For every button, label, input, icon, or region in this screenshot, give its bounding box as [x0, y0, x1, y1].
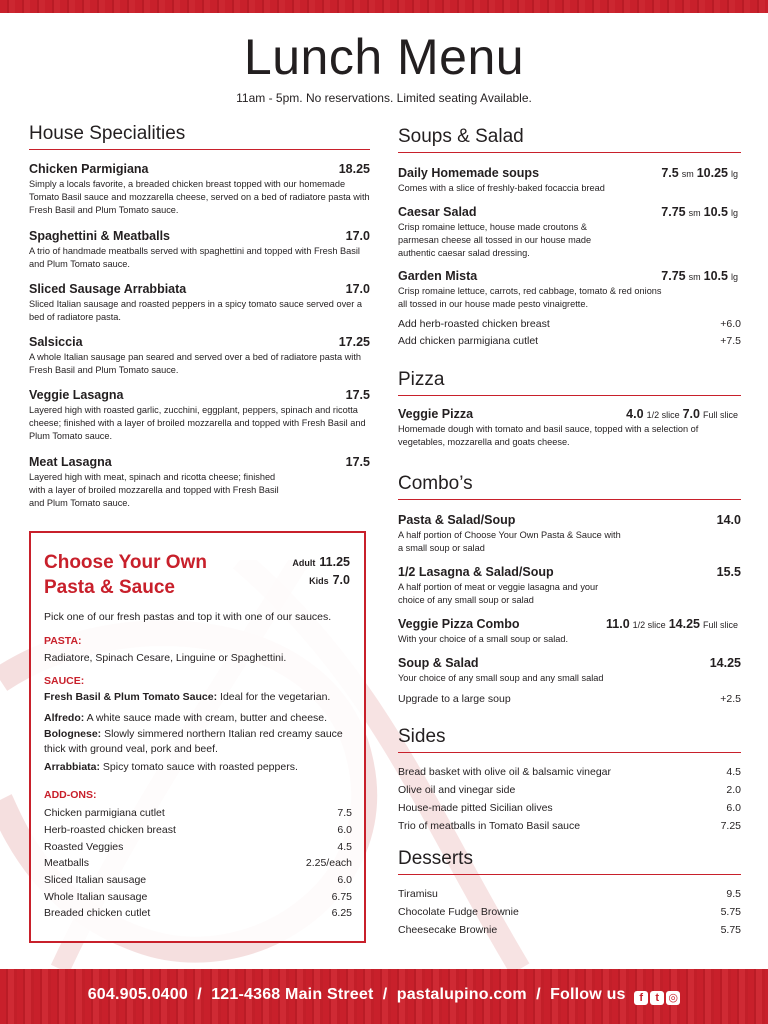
price-small: 7.75: [661, 269, 686, 283]
menu-item: [398, 205, 741, 260]
dessert-price: 9.5: [726, 888, 741, 900]
addon-row: [44, 841, 352, 853]
size-label: 1/2 slice: [646, 410, 680, 420]
item-price: [606, 617, 741, 631]
item-price: 17.25: [338, 335, 370, 349]
sauce-name: Arrabbiata:: [44, 761, 101, 773]
footer: [0, 986, 768, 1006]
item-price: 15.5: [716, 565, 741, 579]
price-small: 7.75: [661, 205, 686, 219]
dessert-row: [398, 888, 741, 900]
menu-item: [398, 269, 741, 311]
price-full: 14.25: [668, 617, 700, 631]
menu-item: [398, 656, 741, 685]
addon-price: 6.75: [331, 891, 352, 903]
item-name: Pasta & Salad/Soup: [398, 513, 516, 527]
item-name: Caesar Salad: [398, 205, 477, 219]
addon-price: 6.0: [337, 824, 352, 836]
side-label: Trio of meatballs in Tomato Basil sauce: [398, 820, 581, 832]
sauce-name: Alfredo:: [44, 712, 85, 724]
combos-heading: Combo’s: [398, 473, 741, 500]
item-name: Veggie Lasagna: [29, 388, 124, 402]
addon-price: 4.5: [337, 841, 352, 853]
sauce-item: [44, 690, 349, 705]
sauce-text: Ideal for the vegetarian.: [217, 691, 331, 703]
dessert-label: Chocolate Fudge Brownie: [398, 906, 519, 918]
extra-label: Add chicken parmigiana cutlet: [398, 335, 539, 347]
item-description: Layered high with meat, spinach and ricotta cheese; finished with a layer of broiled mozzarella and topped with Fresh Basil and Plum Tomato sauce.: [29, 472, 279, 508]
size-label: sm: [681, 169, 694, 179]
addon-row: [44, 824, 352, 836]
desserts-heading: Desserts: [398, 848, 741, 875]
choose-title-line2: Pasta & Sauce: [44, 577, 175, 598]
addon-row: [44, 807, 352, 819]
side-price: 6.0: [726, 802, 741, 814]
addon-price: 2.25/each: [305, 857, 352, 869]
menu-item: [398, 166, 741, 195]
footer-contact-text: 604.905.0400 / 121-4368 Main Street / pastalupino.com / Follow us: [87, 986, 626, 1003]
menu-item: [29, 282, 370, 324]
extra-price: +6.0: [720, 318, 741, 330]
size-label: Full slice: [702, 620, 738, 630]
item-price: 17.0: [345, 282, 370, 296]
item-description: Layered high with roasted garlic, zucchini, eggplant, peppers, spinach and ricotta cheese; finished with a layer of broiled mozzarella and topped with Fresh Basil and Plum Tomato sauce.: [29, 405, 366, 441]
adult-price: [292, 555, 350, 569]
item-description: Comes with a slice of freshly-baked focaccia bread: [398, 183, 605, 193]
item-name: Garden Mista: [398, 269, 478, 283]
item-name: Veggie Pizza Combo: [398, 617, 520, 631]
item-name: 1/2 Lasagna & Salad/Soup: [398, 565, 554, 579]
item-name: Meat Lasagna: [29, 455, 112, 469]
item-price: 14.0: [716, 513, 741, 527]
item-description: A half portion of meat or veggie lasagna and your choice of any small soup or salad: [398, 582, 599, 605]
side-label: Bread basket with olive oil & balsamic vinegar: [398, 766, 612, 778]
sauce-text: Slowly simmered northern Italian red creamy sauce thick with ground veal, pork and beef.: [44, 728, 343, 755]
addon-row: [44, 907, 352, 919]
extra-row: [398, 318, 741, 330]
sauce-text: Spicy tomato sauce with roasted peppers.: [100, 761, 298, 773]
side-label: Olive oil and vinegar side: [398, 784, 516, 796]
facebook-icon[interactable]: f: [634, 991, 648, 1005]
item-name: Sliced Sausage Arrabbiata: [29, 282, 187, 296]
item-description: Your choice of any small soup and any small salad: [398, 673, 604, 683]
dessert-row: [398, 924, 741, 936]
item-description: Sliced Italian sausage and roasted peppers in a spicy tomato sauce served over a bed of radiatore pasta.: [29, 299, 362, 322]
adult-price-value: 11.25: [319, 555, 350, 569]
pizza-heading: Pizza: [398, 369, 741, 396]
side-row: [398, 802, 741, 814]
side-label: House-made pitted Sicilian olives: [398, 802, 553, 814]
addon-label: Herb-roasted chicken breast: [44, 824, 176, 836]
item-description: A trio of handmade meatballs served with spaghettini and topped with Fresh Basil and Plum Tomato sauce.: [29, 246, 360, 269]
item-price: [661, 269, 741, 283]
sauce-name: Bolognese:: [44, 728, 102, 740]
side-price: 2.0: [726, 784, 741, 796]
price-full: 7.0: [682, 407, 700, 421]
addon-row: [44, 874, 352, 886]
sauce-name: Fresh Basil & Plum Tomato Sauce:: [44, 691, 218, 703]
sides-heading: Sides: [398, 726, 741, 753]
page-title: Lunch Menu: [243, 29, 525, 85]
item-name: Salsiccia: [29, 335, 83, 349]
pasta-label: PASTA:: [44, 635, 82, 647]
item-price: [661, 166, 741, 180]
soups-salad-heading: Soups & Salad: [398, 126, 741, 153]
kids-price-value: 7.0: [332, 573, 350, 587]
choose-intro: Pick one of our fresh pastas and top it with one of our sauces.: [44, 611, 332, 623]
menu-item: [398, 617, 741, 646]
size-label: lg: [730, 272, 738, 282]
menu-item: [29, 455, 370, 510]
item-name: Daily Homemade soups: [398, 166, 540, 180]
upgrade-row: [398, 693, 741, 705]
price-large: 10.25: [696, 166, 728, 180]
dessert-label: Tiramisu: [398, 888, 438, 900]
choose-title-line1: Choose Your Own: [44, 552, 207, 573]
instagram-icon[interactable]: ◎: [666, 991, 680, 1005]
side-price: 7.25: [720, 820, 741, 832]
choose-your-own-box: [29, 531, 366, 943]
item-description: Crisp romaine lettuce, house made croutons & parmesan cheese all tossed in our house made authentic caesar salad dressing.: [398, 222, 592, 258]
item-price: [661, 205, 741, 219]
sauce-item: [44, 727, 349, 757]
dessert-row: [398, 906, 741, 918]
kids-label: Kids: [309, 576, 329, 586]
addon-label: Sliced Italian sausage: [44, 874, 147, 886]
menu-item: [398, 565, 741, 607]
addon-row: [44, 857, 352, 869]
size-label: 1/2 slice: [632, 620, 666, 630]
price-half: 11.0: [606, 617, 630, 631]
item-name: Soup & Salad: [398, 656, 479, 670]
item-price: 17.5: [345, 388, 370, 402]
item-price: [626, 407, 741, 421]
extra-row: [398, 335, 741, 347]
price-large: 10.5: [703, 205, 728, 219]
pasta-options: Radiatore, Spinach Cesare, Linguine or Spaghettini.: [44, 652, 287, 664]
choose-box-title: [44, 550, 244, 600]
addon-label: Roasted Veggies: [44, 841, 124, 853]
side-row: [398, 766, 741, 778]
item-price: 17.0: [345, 229, 370, 243]
item-price: 17.5: [345, 455, 370, 469]
item-description: A half portion of Choose Your Own Pasta & Sauce with a small soup or salad: [398, 530, 621, 553]
menu-item: [398, 407, 741, 449]
extra-label: Add herb-roasted chicken breast: [398, 318, 550, 330]
addon-label: Breaded chicken cutlet: [44, 907, 151, 919]
page-subtitle: 11am - 5pm. No reservations. Limited seating Available.: [236, 91, 532, 105]
side-price: 4.5: [726, 766, 741, 778]
price-large: 10.5: [703, 269, 728, 283]
addon-label: Chicken parmigiana cutlet: [44, 807, 165, 819]
twitter-icon[interactable]: t: [650, 991, 664, 1005]
top-red-band: [0, 0, 768, 13]
size-label: sm: [688, 272, 701, 282]
side-row: [398, 820, 741, 832]
dessert-price: 5.75: [720, 924, 741, 936]
house-specialities-heading: House Specialities: [29, 123, 370, 150]
price-small: 7.5: [661, 166, 679, 180]
upgrade-price: +2.5: [720, 693, 741, 705]
item-price: 14.25: [709, 656, 741, 670]
adult-label: Adult: [292, 558, 316, 568]
addon-price: 6.0: [337, 874, 352, 886]
addon-row: [44, 891, 352, 903]
item-name: Spaghettini & Meatballs: [29, 229, 170, 243]
item-description: Homemade dough with tomato and basil sauce, topped with a selection of vegetables, mozzarella and goats cheese.: [398, 424, 699, 447]
size-label: lg: [730, 169, 738, 179]
social-icons: [632, 988, 680, 1006]
size-label: Full slice: [702, 410, 738, 420]
item-price: 18.25: [338, 162, 370, 176]
price-half: 4.0: [626, 407, 644, 421]
sauce-item: [44, 760, 349, 775]
upgrade-label: Upgrade to a large soup: [398, 693, 511, 705]
addon-label: Meatballs: [44, 857, 89, 869]
size-label: lg: [730, 208, 738, 218]
kids-price: [309, 573, 350, 587]
addon-price: 6.25: [331, 907, 352, 919]
item-description: With your choice of a small soup or salad.: [398, 634, 569, 644]
menu-item: [29, 229, 370, 271]
dessert-price: 5.75: [720, 906, 741, 918]
sauce-item: [44, 711, 349, 726]
item-description: Crisp romaine lettuce, carrots, red cabbage, tomato & red onions all tossed in our house made pesto vinaigrette.: [398, 286, 662, 309]
menu-item: [398, 513, 741, 555]
menu-item: [29, 388, 370, 443]
item-name: Chicken Parmigiana: [29, 162, 149, 176]
menu-item: [29, 335, 370, 377]
item-description: Simply a locals favorite, a breaded chicken breast topped with our homemade Tomato Basil sauce and mozzarella cheese, served on a bed of radiatore pasta with Fresh Basil and Plum Tomato sauce.: [29, 179, 370, 215]
sauce-text: A white sauce made with cream, butter and cheese.: [84, 712, 328, 724]
extra-price: +7.5: [720, 335, 741, 347]
sauce-label: SAUCE:: [44, 675, 85, 687]
item-name: Veggie Pizza: [398, 407, 474, 421]
addon-label: Whole Italian sausage: [44, 891, 148, 903]
item-description: A whole Italian sausage pan seared and served over a bed of radiatore pasta with Fresh Basil and Plum Tomato sauce.: [29, 352, 361, 375]
size-label: sm: [688, 208, 701, 218]
side-row: [398, 784, 741, 796]
addon-price: 7.5: [337, 807, 352, 819]
addons-label: ADD-ONS:: [44, 789, 97, 801]
menu-item: [29, 162, 370, 217]
dessert-label: Cheesecake Brownie: [398, 924, 498, 936]
